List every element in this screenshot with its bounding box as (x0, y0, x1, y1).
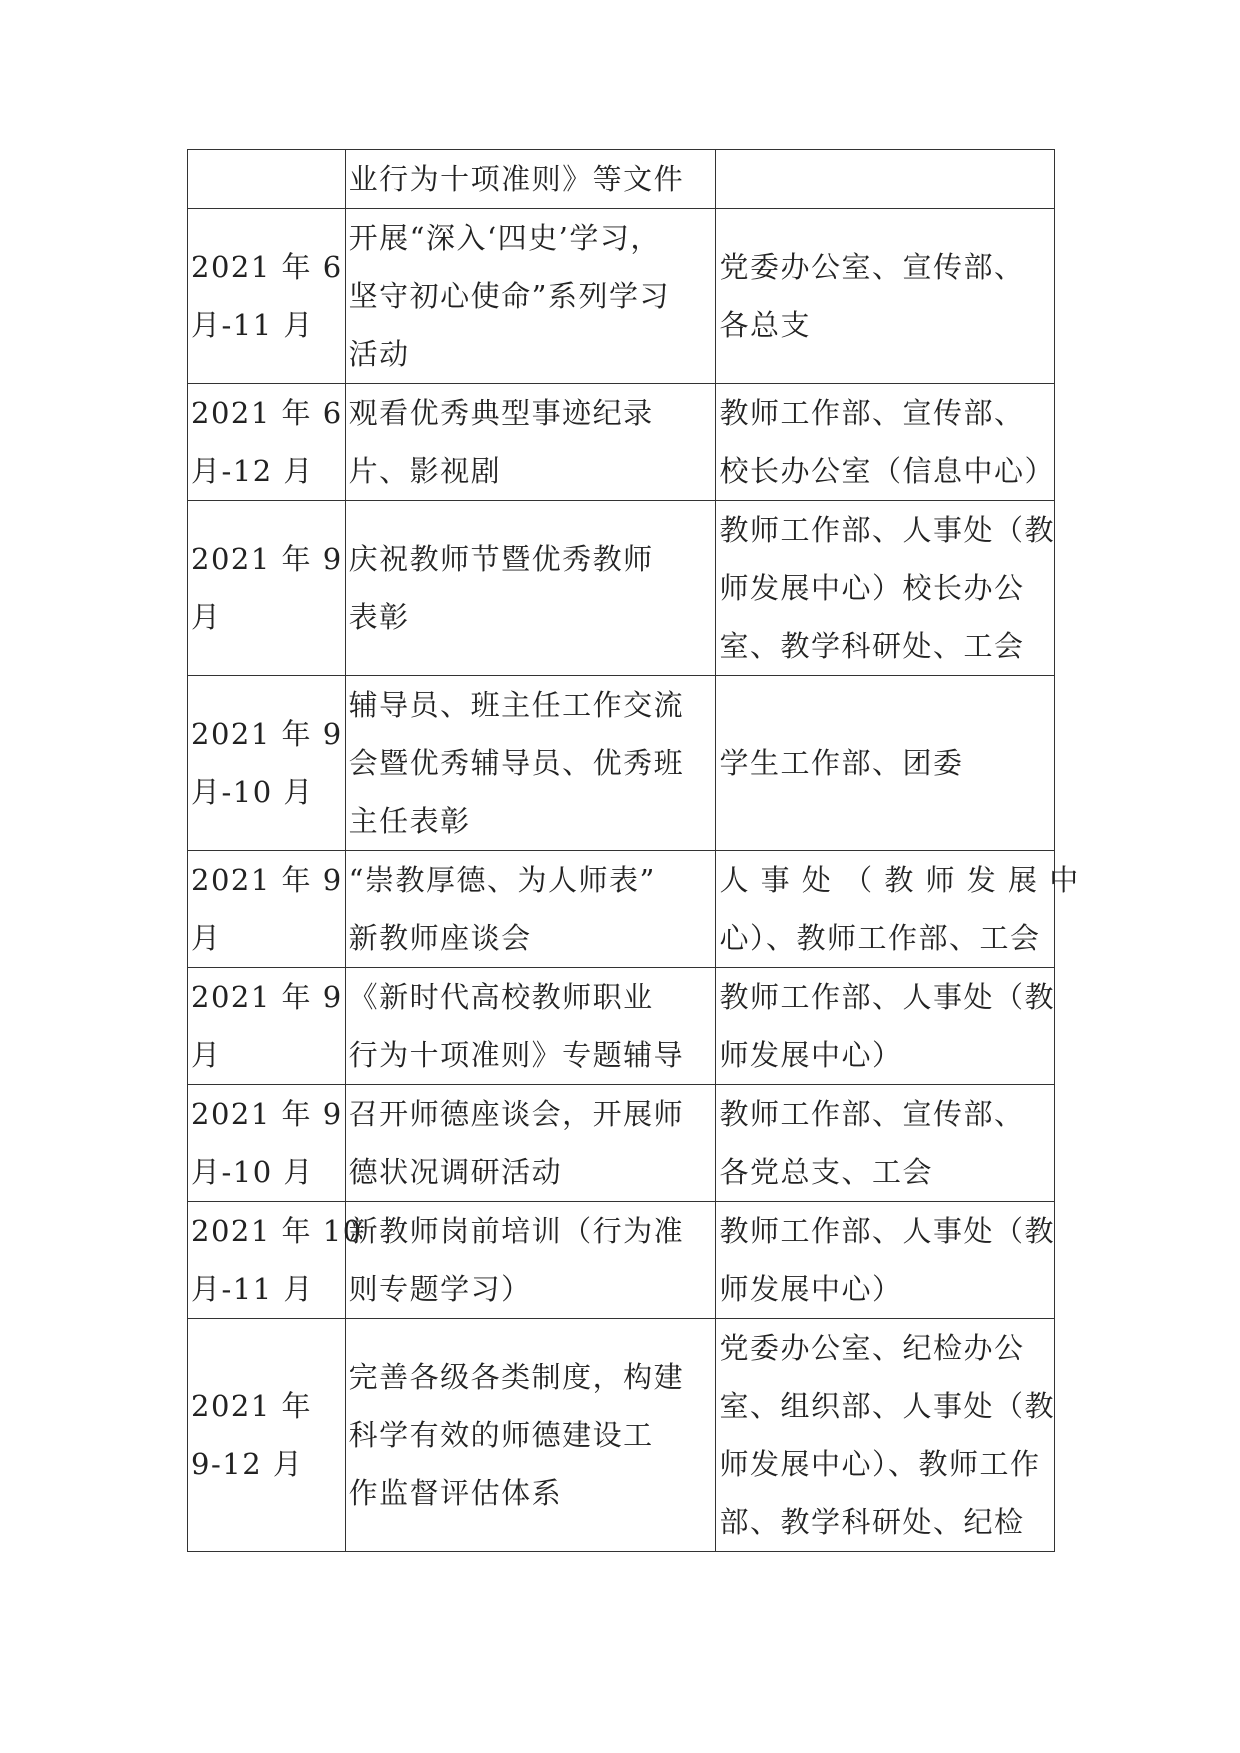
time-cell (188, 676, 346, 851)
time-cell-line: 2021 年 9 (191, 542, 343, 576)
time-cell-line: 9-12 月 (191, 1447, 304, 1481)
time-cell (188, 150, 346, 209)
department-cell (716, 501, 1055, 676)
table-row (188, 209, 1055, 384)
time-cell (188, 384, 346, 501)
department-cell-line: 教师工作部、人事处（教 (719, 1214, 1055, 1248)
activity-cell-line: 新教师岗前培训（行为准 (348, 1214, 685, 1248)
table-row (188, 968, 1055, 1085)
department-cell-line: 教师工作部、宣传部、 (719, 1097, 1025, 1131)
department-cell-line: 师发展中心） (719, 1272, 903, 1306)
table-row (188, 851, 1055, 968)
department-cell-line: 心）、教师工作部、工会 (719, 921, 1041, 955)
activity-cell (345, 150, 716, 209)
time-cell-line: 月 (191, 921, 222, 955)
activity-cell-line: 会暨优秀辅导员、优秀班 (348, 746, 685, 780)
activity-cell-line: 辅导员、班主任工作交流 (348, 688, 685, 722)
time-cell (188, 1085, 346, 1202)
department-cell-line: 师发展中心）校长办公 (719, 571, 1025, 605)
department-cell-line: 各总支 (719, 308, 811, 342)
activity-cell (345, 851, 716, 968)
time-cell-line: 月-12 月 (191, 454, 314, 488)
activity-cell-line: 则专题学习） (348, 1272, 532, 1306)
time-cell (188, 501, 346, 676)
department-cell-line: 人 事 处 （ 教 师 发 展 中 (719, 863, 1080, 897)
department-cell-line: 党委办公室、纪检办公 (719, 1331, 1025, 1365)
table-row (188, 150, 1055, 209)
activity-cell (345, 501, 716, 676)
activity-cell (345, 209, 716, 384)
department-cell-line: 教师工作部、宣传部、 (719, 396, 1025, 430)
activity-cell-line: 科学有效的师德建设工 (348, 1418, 654, 1452)
department-cell (716, 968, 1055, 1085)
time-cell-line: 月-10 月 (191, 1155, 314, 1189)
activity-cell-line: 召开师德座谈会，开展师 (348, 1097, 685, 1131)
activity-cell-line: 主任表彰 (348, 804, 471, 838)
table-row (188, 1085, 1055, 1202)
time-cell-line: 月 (191, 600, 222, 634)
time-cell (188, 1202, 363, 1319)
time-cell (188, 851, 346, 968)
department-cell-line: 教师工作部、人事处（教 (719, 513, 1055, 547)
department-cell-line: 部、教学科研处、纪检 (719, 1505, 1025, 1539)
department-cell-line: 各党总支、工会 (719, 1155, 933, 1189)
department-cell-line: 师发展中心）、教师工作 (719, 1447, 1041, 1481)
department-cell (716, 1085, 1055, 1202)
department-cell-line: 学生工作部、团委 (719, 746, 964, 780)
activity-cell (345, 384, 716, 501)
activity-cell-line: 《新时代高校教师职业 (348, 980, 654, 1014)
time-cell-line: 月-11 月 (191, 1272, 314, 1306)
activity-cell (345, 1202, 716, 1319)
department-cell-line: 室、组织部、人事处（教 (719, 1389, 1055, 1423)
time-cell-line: 月-10 月 (191, 775, 314, 809)
time-cell-line: 月-11 月 (191, 308, 314, 342)
department-cell (716, 1319, 1055, 1552)
activity-cell-line: 德状况调研活动 (348, 1155, 563, 1189)
time-cell (188, 209, 346, 384)
table-row (188, 1319, 1055, 1552)
department-cell-line: 室、教学科研处、工会 (719, 629, 1025, 663)
time-cell-line: 2021 年 10 (191, 1214, 363, 1248)
activity-cell-line: “崇教厚德、为人师表” (348, 863, 656, 897)
department-cell (716, 384, 1055, 501)
activity-cell-line: 庆祝教师节暨优秀教师 (348, 542, 654, 576)
time-cell-line: 2021 年 (191, 1389, 313, 1423)
department-cell-line: 教师工作部、人事处（教 (719, 980, 1055, 1014)
activity-cell-line: 作监督评估体系 (348, 1476, 563, 1510)
time-cell-line: 2021 年 6 (191, 250, 343, 284)
activity-cell-line: 新教师座谈会 (348, 921, 532, 955)
activity-cell (345, 1319, 716, 1552)
schedule-table (187, 149, 1080, 1552)
table-row (188, 384, 1055, 501)
department-cell-line: 师发展中心） (719, 1038, 903, 1072)
time-cell (188, 1319, 346, 1552)
schedule-table-body (188, 150, 1080, 1552)
time-cell-line: 2021 年 9 (191, 1097, 343, 1131)
activity-cell-line: 活动 (348, 337, 410, 371)
activity-cell-line: 表彰 (348, 600, 410, 634)
time-cell-line: 2021 年 9 (191, 717, 343, 751)
department-cell (716, 150, 1055, 209)
department-cell (716, 209, 1055, 384)
activity-cell-line: 完善各级各类制度，构建 (348, 1360, 685, 1394)
time-cell-line: 月 (191, 1038, 222, 1072)
activity-cell-line: 观看优秀典型事迹纪录 (348, 396, 654, 430)
department-cell (716, 1202, 1055, 1319)
activity-cell (345, 1085, 716, 1202)
table-row (188, 1202, 1055, 1319)
activity-cell-line: 业行为十项准则》等文件 (348, 162, 685, 196)
department-cell (716, 851, 1080, 968)
activity-cell-line: 开展“深入‘四史’学习， (348, 221, 661, 255)
activity-cell (345, 968, 716, 1085)
department-cell (716, 676, 1055, 851)
time-cell-line: 2021 年 9 (191, 980, 343, 1014)
table-row (188, 501, 1055, 676)
time-cell (188, 968, 346, 1085)
time-cell-line: 2021 年 9 (191, 863, 343, 897)
department-cell-line: 党委办公室、宣传部、 (719, 250, 1025, 284)
table-row (188, 676, 1055, 851)
department-cell-line: 校长办公室（信息中心） (719, 454, 1055, 488)
activity-cell (345, 676, 716, 851)
activity-cell-line: 坚守初心使命”系列学习 (348, 279, 670, 313)
time-cell-line: 2021 年 6 (191, 396, 343, 430)
activity-cell-line: 片、影视剧 (348, 454, 502, 488)
activity-cell-line: 行为十项准则》专题辅导 (348, 1038, 685, 1072)
